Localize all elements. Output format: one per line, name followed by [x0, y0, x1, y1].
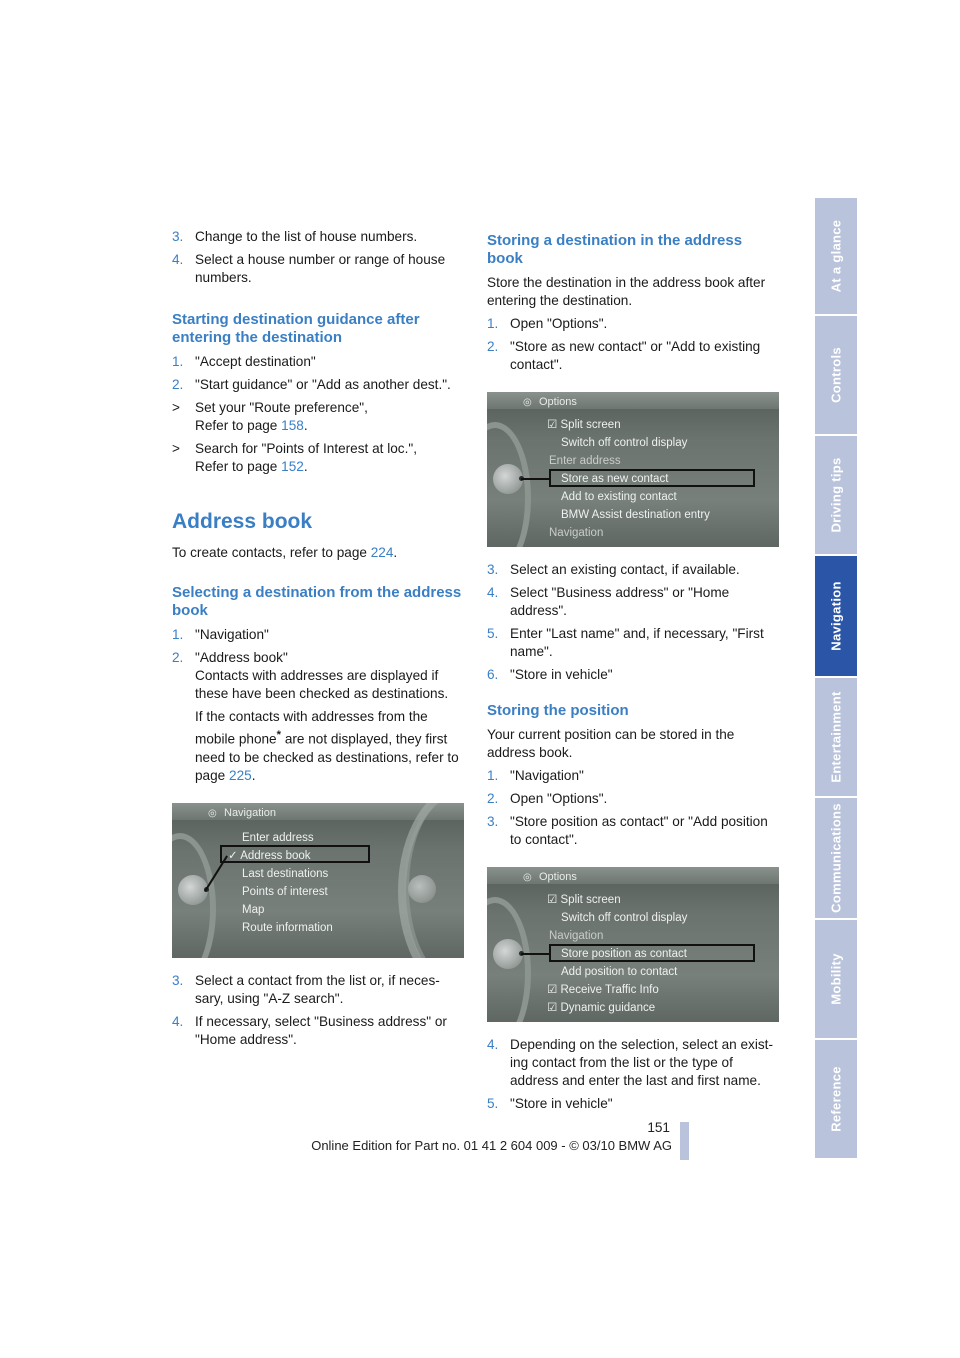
step-text: "Store in vehicle"	[510, 667, 613, 682]
bullet-symbol: >	[172, 400, 180, 415]
section-heading-start-guidance: Starting destination guidance after entering the destination	[172, 311, 420, 346]
footer-accent-bar	[680, 1122, 689, 1160]
screen-title: Options	[539, 871, 577, 883]
chapter-tab-at-a-glance[interactable]: At a glance	[815, 198, 857, 316]
ref-prefix: Refer to page	[195, 459, 282, 474]
screen-title: Navigation	[224, 806, 276, 819]
control-display-screenshot-options	[487, 392, 779, 547]
step-text: Change to the list of house numbers.	[195, 229, 418, 244]
screen-menu-item: ☑ Split screen	[547, 894, 621, 906]
step-text: If necessary, select "Business address" or "Home address".	[195, 1013, 447, 1047]
chapter-tab-driving-tips[interactable]: Driving tips	[815, 436, 857, 556]
step-number: 2.	[487, 791, 499, 806]
list-item	[172, 440, 464, 476]
step-number: 5.	[487, 1096, 499, 1111]
bullet-text: Set your "Route preference",	[195, 400, 368, 415]
list-item	[487, 1036, 779, 1090]
screen-menu-item: Points of interest	[242, 885, 328, 898]
ref-suffix: .	[303, 418, 308, 433]
list-item	[487, 561, 779, 579]
step-number: 6.	[487, 667, 499, 682]
address-book-intro: To create contacts, refer to page 224.	[172, 545, 398, 560]
step-number: 3.	[172, 229, 184, 244]
navigation-icon: ◎	[208, 807, 217, 819]
screen-menu-item: Last destinations	[242, 867, 329, 880]
screen-menu-item: ☑ Dynamic guidance	[547, 1002, 656, 1014]
screen-menu-item: Switch off control display	[561, 437, 688, 449]
step-text: Select an existing contact, if available.	[510, 562, 740, 577]
chapter-tab-reference[interactable]: Reference	[815, 1040, 857, 1160]
screen-menu-item: ☑ Split screen	[547, 419, 621, 431]
chapter-tab-mobility[interactable]: Mobility	[815, 920, 857, 1040]
list-item	[172, 376, 464, 394]
section-heading-select-destination: Selecting a destination from the address book	[172, 584, 462, 619]
step-number: 3.	[172, 972, 184, 988]
left-column	[172, 228, 464, 1054]
list-item	[172, 353, 464, 371]
step-number: 4.	[487, 1037, 499, 1052]
section-intro: Your current position can be stored in the address book.	[487, 727, 735, 760]
step-number: 3.	[487, 814, 499, 829]
chapter-tab-entertainment[interactable]: Entertainment	[815, 678, 857, 798]
list-item	[487, 790, 779, 808]
step-text: Select "Business address" or "Home address".	[510, 585, 730, 618]
step-number: 4.	[172, 252, 184, 267]
chapter-heading-address-book: Address book	[172, 510, 313, 533]
list-item	[487, 767, 779, 785]
step-number: 3.	[487, 562, 499, 577]
control-display-screenshot-navigation	[172, 803, 464, 958]
screen-menu-item-selected: Store as new contact	[561, 473, 669, 485]
page-reference-link[interactable]: 152	[281, 459, 304, 474]
step-number: 4.	[172, 1013, 184, 1029]
step-detail: Contacts with addresses are displayed if these have been checked as destinations.	[195, 668, 449, 701]
chapter-tab-navigation[interactable]: Navigation	[815, 556, 857, 678]
screen-title: Options	[539, 396, 577, 408]
list-item	[487, 666, 779, 684]
step-text: "Start guidance" or "Add as another dest.".	[195, 377, 451, 392]
screen-menu-item-selected: ✓ Address book	[228, 849, 311, 862]
bullet-symbol: >	[172, 441, 180, 456]
screen-menu-item: BMW Assist destination entry	[561, 509, 710, 521]
screen-menu-heading: Navigation	[549, 930, 604, 942]
selection-pointer-line	[521, 478, 551, 480]
section-heading-store-position: Storing the position	[487, 702, 629, 719]
ref-prefix: Refer to page	[195, 418, 282, 433]
page-reference-link[interactable]: 158	[281, 418, 304, 433]
step-number: 2.	[487, 339, 499, 354]
list-item	[172, 1013, 464, 1049]
page-number: 151	[647, 1120, 670, 1135]
list-item	[172, 228, 464, 246]
list-item	[487, 625, 779, 661]
step-text: Open "Options".	[510, 316, 608, 331]
options-icon: ◎	[523, 397, 532, 408]
step-text: Depending on the selection, select an exist-ing contact from the list or the type of address and enter the last and first name.	[510, 1037, 773, 1088]
screen-menu-heading: Navigation	[549, 527, 604, 539]
list-item	[487, 584, 779, 620]
step-number: 1.	[172, 354, 184, 369]
step-text: "Store in vehicle"	[510, 1096, 613, 1111]
page-reference-link[interactable]: 225	[229, 767, 252, 783]
list-item	[172, 972, 464, 1008]
page-reference-link[interactable]: 224	[370, 545, 394, 560]
step-text: Select a house number or range of house numbers.	[195, 252, 446, 285]
section-heading-store-destination: Storing a destination in the address book	[487, 232, 743, 267]
step-number: 2.	[172, 377, 184, 392]
screen-menu-item: ☑ Receive Traffic Info	[547, 984, 659, 996]
list-item	[487, 813, 779, 849]
list-item	[172, 649, 464, 785]
step-number: 1.	[172, 627, 184, 642]
list-item	[172, 626, 464, 644]
step-note: If the contacts with addresses from the mobile phone* are not displayed, they first need to be checked as destinations, refer to page 225.	[195, 709, 459, 783]
step-text: "Address book"	[195, 650, 288, 665]
step-number: 2.	[172, 650, 184, 665]
list-item	[172, 399, 464, 435]
screen-menu-item: Map	[242, 903, 265, 916]
screen-menu-item: Enter address	[242, 831, 314, 844]
list-item	[172, 251, 464, 287]
step-number: 1.	[487, 316, 499, 331]
step-number: 5.	[487, 626, 499, 641]
chapter-tab-communications[interactable]: Communications	[815, 798, 857, 920]
step-text: Select a contact from the list or, if neces-sary, using "A-Z search".	[195, 972, 440, 1006]
step-text: Open "Options".	[510, 791, 608, 806]
chapter-sidebar	[815, 198, 857, 1160]
screen-menu-item: Switch off control display	[561, 912, 688, 924]
decorative-knob	[408, 875, 436, 903]
list-item	[487, 338, 779, 374]
step-text: "Store as new contact" or "Add to existing contact".	[510, 339, 761, 372]
step-text: "Accept destination"	[195, 354, 316, 369]
chapter-tab-controls[interactable]: Controls	[815, 316, 857, 436]
step-text: "Navigation"	[195, 627, 269, 642]
step-text: "Navigation"	[510, 768, 584, 783]
step-text: Enter "Last name" and, if necessary, "First name".	[510, 626, 764, 659]
edition-footer: Online Edition for Part no. 01 41 2 604 009 - © 03/10 BMW AG	[311, 1138, 672, 1153]
screen-menu-heading: Enter address	[549, 455, 621, 467]
selection-highlight	[549, 469, 755, 487]
screen-menu-item: Add position to contact	[561, 966, 678, 978]
step-number: 1.	[487, 768, 499, 783]
step-text: "Store position as contact" or "Add position to contact".	[510, 814, 768, 847]
selection-highlight	[220, 845, 370, 863]
step-number: 4.	[487, 585, 499, 600]
screen-menu-item: Add to existing contact	[561, 491, 677, 503]
list-item	[487, 315, 779, 333]
bullet-text: Search for "Points of Interest at loc.",	[195, 441, 417, 456]
ref-suffix: .	[303, 459, 308, 474]
selection-highlight	[549, 944, 755, 962]
options-icon: ◎	[523, 872, 532, 883]
screen-menu-item-selected: Store position as contact	[561, 948, 687, 960]
screen-menu-item: Route information	[242, 921, 333, 934]
list-item	[487, 1095, 779, 1113]
selection-pointer-line	[521, 953, 551, 955]
section-intro: Store the destination in the address book after entering the destination.	[487, 275, 766, 308]
control-display-screenshot-options-position	[487, 867, 779, 1022]
right-column	[487, 228, 779, 1118]
optional-equipment-asterisk: *	[276, 729, 282, 741]
